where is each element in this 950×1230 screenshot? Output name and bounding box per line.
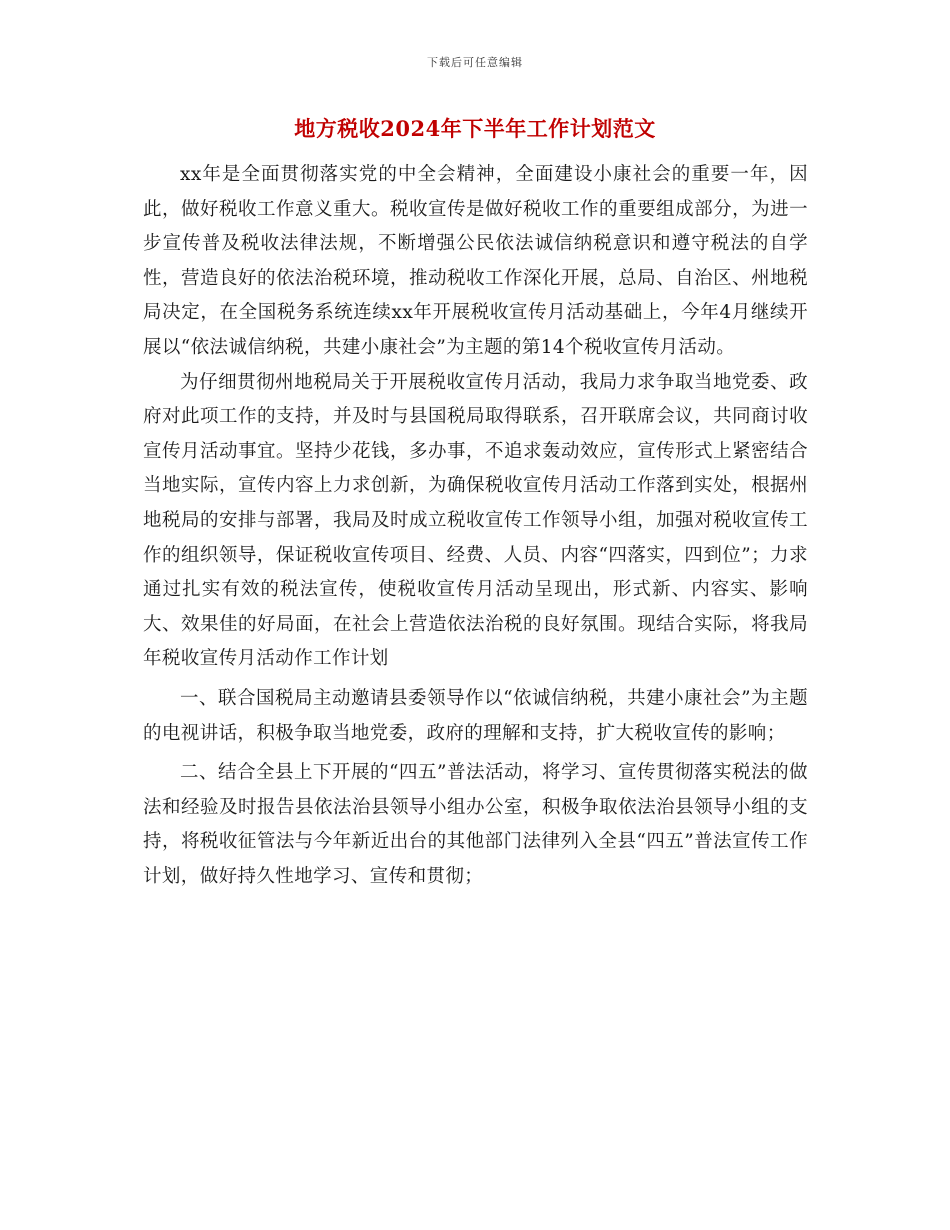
paragraph-intro: xx年是全面贯彻落实党的中全会精神，全面建设小康社会的重要一年，因此，做好税收工作意义重大。税收宣传是做好税收工作的重要组成部分，为进一步宣传普及税收法律法规，不断增强公民依法诚信纳税意识和遵守税法的自学性，营造良好的依法治税环境，推动税收工作深化开展，总局、自治区、州地税局决定，在全国税务系统连续xx年开展税收宣传月活动基础上，今年4月继续开展以“依法诚信纳税，共建小康社会”为主题的第14个税收宣传月活动。 xyxy=(143,164,808,358)
paragraph-item-one: 一、联合国税局主动邀请县委领导作以“依诚信纳税，共建小康社会”为主题的电视讲话，积极争取当地党委，政府的理解和支持，扩大税收宣传的影响； xyxy=(143,687,808,744)
document-body xyxy=(143,158,808,894)
paragraph-item-two: 二、结合全县上下开展的“四五”普法活动，将学习、宣传贯彻落实税法的做法和经验及时报告县依法治县领导小组办公室，积极争取依法治县领导小组的支持，将税收征管法与今年新近出台的其他部门法律列入全县“四五”普法宣传工作计划，做好持久性地学习、宣传和贯彻； xyxy=(143,762,808,887)
paragraph-implementation: 为仔细贯彻州地税局关于开展税收宣传月活动，我局力求争取当地党委、政府对此项工作的支持，并及时与县国税局取得联系，召开联席会议，共同商讨收宣传月活动事宜。坚持少花钱，多办事，不追求轰动效应，宣传形式上紧密结合当地实际，宣传内容上力求创新，为确保税收宣传月活动工作落到实处，根据州地税局的安排与部署，我局及时成立税收宣传工作领导小组，加强对税收宣传工作的组织领导，保证税收宣传项目、经费、人员、内容“四落实，四到位”；力求通过扎实有效的税法宣传，使税收宣传月活动呈现出，形式新、内容实、影响大、效果佳的好局面，在社会上营造依法治税的良好氛围。现结合实际，将我局年税收宣传月活动作工作计划 xyxy=(143,371,808,670)
page-header-note: 下载后可任意编辑 xyxy=(427,56,523,69)
document-title: 地方税收2024年下半年工作计划范文 xyxy=(294,116,656,141)
